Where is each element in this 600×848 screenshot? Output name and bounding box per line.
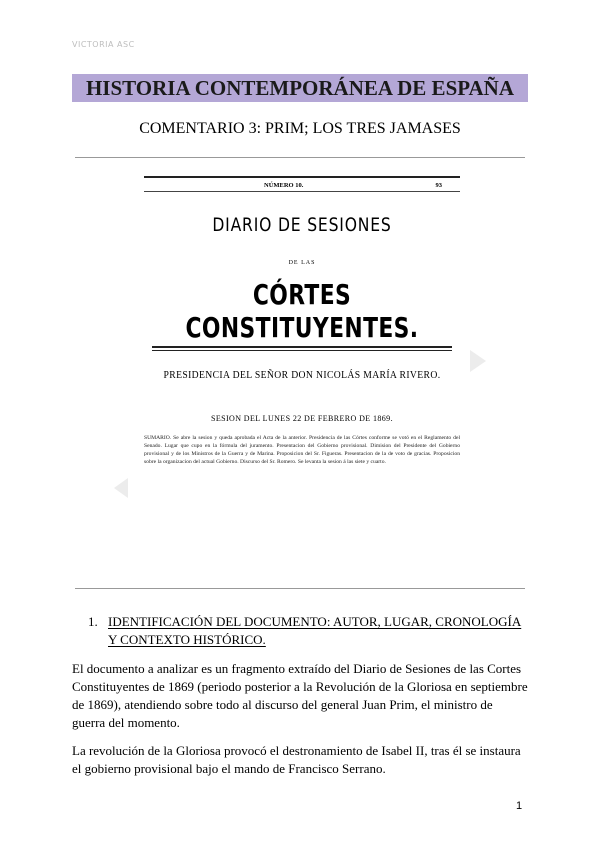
scan-double-rule [152,346,452,348]
scan-title-cortes: CÓRTES CONSTITUYENTES. [185,278,419,344]
prev-arrow-icon[interactable] [114,478,128,498]
document-title: HISTORIA CONTEMPORÁNEA DE ESPAÑA [85,75,515,100]
watermark: VICTORIA ASC [72,40,135,49]
scan-issue-number: NÚMERO 10. [264,182,304,189]
scan-summary-text: SUMARIO. Se abre la sesion y queda aprobada el Acta de la anterior. Presidencia de las Córtes conforme se votó en el Reglamento del Senado. Lugar que cupo en la fórmula del juramento. Presentacion del Gobierno provisional. Dimision del Presidente del Gobierno provisional y de los Ministros de la Guerra y de Marina. Proposicion del Sr. Figueras. Presentacion de la de voto de gracias. Proposicion sobre la organizacion del actual Gobierno. Discurso del Sr. Romero. Se levanta la sesion á las siete y cuarto. [144,435,460,465]
scan-top-rule [144,176,460,178]
paragraph: La revolución de la Gloriosa provocó el destronamiento de Isabel II, tras él se instaura el gobierno provisional bajo el mando de Francisco Serrano. [72,743,521,776]
scan-title-diario: DIARIO DE SESIONES [212,214,392,236]
scan-title-delas: DE LAS [288,260,316,266]
next-arrow-icon[interactable] [470,350,486,372]
section-number: 1. [88,614,98,629]
paragraph: El documento a analizar es un fragmento extraído del Diario de Sesiones de las Cortes Constituyentes de 1869 (periodo posterior a la Revolución de la Gloriosa en septiembre de 1869), atendiendo sobre todo al discurso del general Juan Prim, el ministro de guerra del momento. [72,661,528,730]
scanned-newspaper-image [144,176,460,556]
page-number: 1 [516,800,523,812]
document-title-banner [72,74,528,102]
scan-presidency: PRESIDENCIA DEL SEÑOR DON NICOLÁS MARÍA RIVERO. [163,370,441,381]
divider-bottom [75,588,525,589]
scan-page-number: 93 [435,182,442,189]
divider-top [75,157,525,158]
scan-session-date: SESION DEL LUNES 22 DE FEBRERO DE 1869. [211,414,393,423]
section-title: IDENTIFICACIÓN DEL DOCUMENTO: AUTOR, LUGAR, CRONOLOGÍA Y CONTEXTO HISTÓRICO. [108,614,522,647]
scan-sub-rule [144,191,460,192]
scan-double-rule-thin [152,350,452,351]
document-subtitle: COMENTARIO 3: PRIM; LOS TRES JAMASES [139,120,461,137]
section-heading [88,613,528,649]
